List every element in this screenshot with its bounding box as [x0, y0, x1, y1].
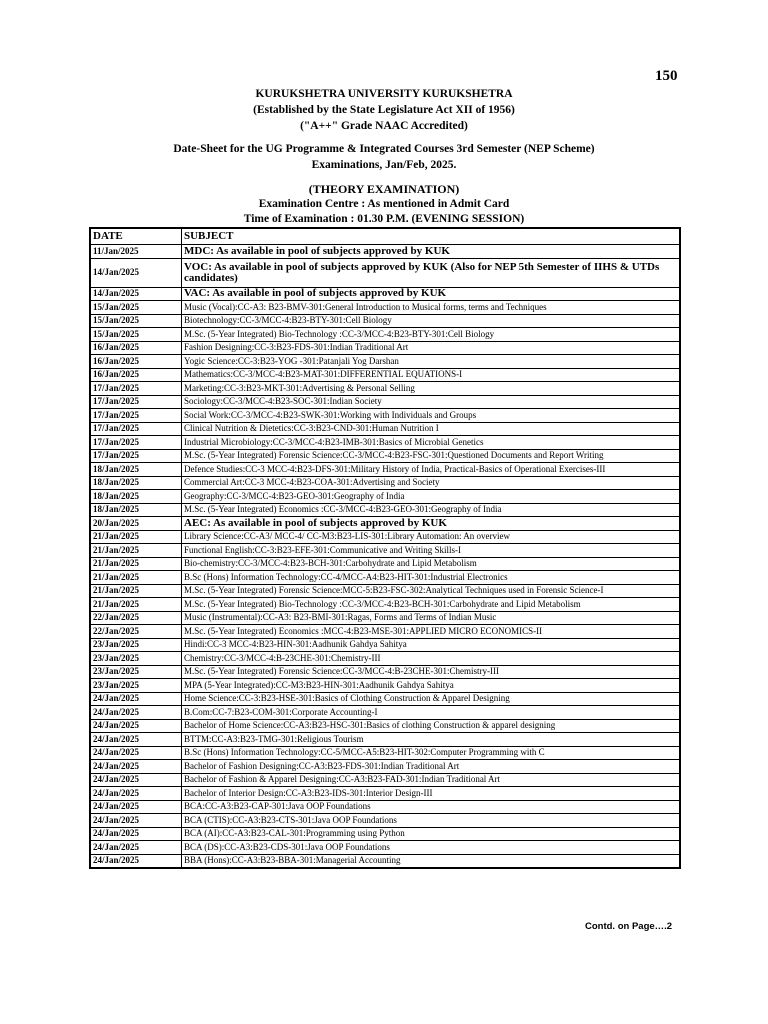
- table-row: [90, 638, 680, 652]
- row-date: 14/Jan/2025: [90, 258, 182, 287]
- row-subject: M.Sc. (5-Year Integrated) Economics :MCC-4:B23-MSE-301:APPLIED MICRO ECONOMICS-II: [182, 625, 681, 639]
- table-row: [90, 395, 680, 409]
- table-row: [90, 746, 680, 760]
- table-row: [90, 544, 680, 558]
- row-date: 24/Jan/2025: [90, 719, 182, 733]
- row-date: 21/Jan/2025: [90, 598, 182, 612]
- row-date: 16/Jan/2025: [90, 368, 182, 382]
- table-row: [90, 706, 680, 720]
- table-row: [90, 287, 680, 301]
- row-subject: MDC: As available in pool of subjects approved by KUK: [182, 245, 681, 259]
- row-subject: Mathematics:CC-3/MCC-4:B23-MAT-301:DIFFERENTIAL EQUATIONS-I: [182, 368, 681, 382]
- row-subject: Defence Studies:CC-3 MCC-4:B23-DFS-301:Military History of India, Practical-Basics of Operational Exercises-III: [182, 463, 681, 477]
- row-subject: Biotechnology:CC-3/MCC-4:B23-BTY-301:Cell Biology: [182, 314, 681, 328]
- row-date: 18/Jan/2025: [90, 476, 182, 490]
- row-date: 23/Jan/2025: [90, 665, 182, 679]
- row-date: 17/Jan/2025: [90, 382, 182, 396]
- table-row: [90, 814, 680, 828]
- row-date: 24/Jan/2025: [90, 706, 182, 720]
- table-row: [90, 341, 680, 355]
- exam-centre: Examination Centre : As mentioned in Admit Card: [258, 198, 510, 210]
- row-subject: M.Sc. (5-Year Integrated) Bio-Technology :CC-3/MCC-4:B23-BTY-301:Cell Biology: [182, 328, 681, 342]
- table-row: [90, 517, 680, 531]
- row-subject: AEC: As available in pool of subjects approved by KUK: [182, 517, 681, 531]
- table-row: [90, 355, 680, 369]
- accreditation-note: ("A++" Grade NAAC Accredited): [300, 120, 468, 132]
- table-row: [90, 258, 680, 287]
- table-row: [90, 382, 680, 396]
- row-date: 21/Jan/2025: [90, 557, 182, 571]
- row-date: 17/Jan/2025: [90, 395, 182, 409]
- row-subject: M.Sc. (5-Year Integrated) Forensic Science:CC-3/MCC-4:B23-FSC-301:Questioned Documents and Report Writing: [182, 449, 681, 463]
- row-date: 24/Jan/2025: [90, 733, 182, 747]
- row-subject: M.Sc. (5-Year Integrated) Forensic Science:MCC-5:B23-FSC-302:Analytical Techniques used in Forensic Science-I: [182, 584, 681, 598]
- exam-type: (THEORY EXAMINATION): [308, 182, 460, 196]
- table-row: [90, 692, 680, 706]
- row-subject: M.Sc. (5-Year Integrated) Bio-Technology :CC-3/MCC-4:B23-BCH-301:Carbohydrate and Lipid Metabolism: [182, 598, 681, 612]
- datesheet-table: [89, 227, 681, 869]
- row-date: 14/Jan/2025: [90, 287, 182, 301]
- row-subject: BTTM:CC-A3:B23-TMG-301:Religious Tourism: [182, 733, 681, 747]
- table-row: [90, 449, 680, 463]
- table-row: [90, 476, 680, 490]
- row-date: 24/Jan/2025: [90, 841, 182, 855]
- row-subject: Functional English:CC-3:B23-EFE-301:Communicative and Writing Skills-I: [182, 544, 681, 558]
- column-header-subject: SUBJECT: [182, 228, 681, 245]
- university-name: KURUKSHETRA UNIVERSITY KURUKSHETRA: [255, 88, 513, 100]
- row-date: 20/Jan/2025: [90, 517, 182, 531]
- column-header-date: DATE: [90, 228, 182, 245]
- row-date: 16/Jan/2025: [90, 355, 182, 369]
- row-date: 21/Jan/2025: [90, 530, 182, 544]
- row-subject: M.Sc. (5-Year Integrated) Economics :CC-3/MCC-4:B23-GEO-301:Geography of India: [182, 503, 681, 517]
- table-row: [90, 422, 680, 436]
- row-date: 11/Jan/2025: [90, 245, 182, 259]
- row-date: 17/Jan/2025: [90, 409, 182, 423]
- row-subject: Hindi:CC-3 MCC-4:B23-HIN-301:Aadhunik Gahdya Sahitya: [182, 638, 681, 652]
- table-row: [90, 800, 680, 814]
- table-row: [90, 314, 680, 328]
- row-date: 18/Jan/2025: [90, 463, 182, 477]
- table-row: [90, 463, 680, 477]
- row-subject: Industrial Microbiology:CC-3/MCC-4:B23-IMB-301:Basics of Microbial Genetics: [182, 436, 681, 450]
- row-subject: Chemistry:CC-3/MCC-4:B-23CHE-301:Chemistry-III: [182, 652, 681, 666]
- continued-note: Contd. on Page….2: [585, 921, 673, 932]
- page-number: 150: [655, 68, 678, 84]
- table-row: [90, 679, 680, 693]
- row-subject: Bio-chemistry:CC-3/MCC-4:B23-BCH-301:Carbohydrate and Lipid Metabolism: [182, 557, 681, 571]
- datesheet-title-line1: Date-Sheet for the UG Programme & Integrated Courses 3rd Semester (NEP Scheme): [173, 143, 595, 155]
- row-date: 23/Jan/2025: [90, 652, 182, 666]
- table-row: [90, 557, 680, 571]
- row-date: 23/Jan/2025: [90, 679, 182, 693]
- row-subject: Bachelor of Fashion Designing:CC-A3:B23-FDS-301:Indian Traditional Art: [182, 760, 681, 774]
- exam-time: Time of Examination : 01.30 P.M. (EVENING SESSION): [243, 213, 525, 225]
- row-subject: Fashion Designing:CC-3:B23-FDS-301:Indian Traditional Art: [182, 341, 681, 355]
- row-date: 15/Jan/2025: [90, 314, 182, 328]
- row-subject: BCA:CC-A3:B23-CAP-301:Java OOP Foundations: [182, 800, 681, 814]
- row-subject: Home Science:CC-3:B23-HSE-301:Basics of Clothing Construction & Apparel Designing: [182, 692, 681, 706]
- row-subject: BCA (CTIS):CC-A3:B23-CTS-301:Java OOP Foundations: [182, 814, 681, 828]
- table-row: [90, 436, 680, 450]
- row-date: 21/Jan/2025: [90, 544, 182, 558]
- row-date: 21/Jan/2025: [90, 584, 182, 598]
- table-row: [90, 787, 680, 801]
- establishment-note: (Established by the State Legislature Act XII of 1956): [253, 104, 515, 116]
- table-row: [90, 854, 680, 868]
- row-date: 24/Jan/2025: [90, 760, 182, 774]
- table-row: [90, 409, 680, 423]
- table-row: [90, 760, 680, 774]
- row-subject: B.Com:CC-7:B23-COM-301:Corporate Accounting-I: [182, 706, 681, 720]
- row-subject: Geography:CC-3/MCC-4:B23-GEO-301:Geography of India: [182, 490, 681, 504]
- row-subject: Clinical Nutrition & Dietetics:CC-3:B23-CND-301:Human Nutrition I: [182, 422, 681, 436]
- row-subject: VAC: As available in pool of subjects approved by KUK: [182, 287, 681, 301]
- row-subject: BCA (AI):CC-A3:B23-CAL-301:Programming using Python: [182, 827, 681, 841]
- row-subject: M.Sc. (5-Year Integrated) Forensic Science:CC-3/MCC-4:B-23CHE-301:Chemistry-III: [182, 665, 681, 679]
- row-date: 15/Jan/2025: [90, 301, 182, 315]
- table-row: [90, 625, 680, 639]
- row-date: 24/Jan/2025: [90, 773, 182, 787]
- table-header-row: [90, 228, 680, 245]
- row-date: 21/Jan/2025: [90, 571, 182, 585]
- row-date: 24/Jan/2025: [90, 746, 182, 760]
- row-subject: VOC: As available in pool of subjects approved by KUK (Also for NEP 5th Semester of IIHS & UTDs candidates): [182, 258, 681, 287]
- table-row: [90, 328, 680, 342]
- row-date: 24/Jan/2025: [90, 827, 182, 841]
- row-subject: Bachelor of Fashion & Apparel Designing:CC-A3:B23-FAD-301:Indian Traditional Art: [182, 773, 681, 787]
- table-row: [90, 584, 680, 598]
- table-row: [90, 245, 680, 259]
- table-row: [90, 719, 680, 733]
- row-date: 18/Jan/2025: [90, 490, 182, 504]
- table-row: [90, 665, 680, 679]
- row-date: 24/Jan/2025: [90, 854, 182, 868]
- row-subject: Music (Instrumental):CC-A3: B23-BMI-301:Ragas, Forms and Terms of Indian Music: [182, 611, 681, 625]
- row-date: 24/Jan/2025: [90, 814, 182, 828]
- row-date: 24/Jan/2025: [90, 787, 182, 801]
- row-date: 24/Jan/2025: [90, 692, 182, 706]
- table-row: [90, 611, 680, 625]
- table-row: [90, 530, 680, 544]
- row-date: 22/Jan/2025: [90, 625, 182, 639]
- table-row: [90, 827, 680, 841]
- row-subject: B.Sc (Hons) Information Technology:CC-4/MCC-A4:B23-HIT-301:Industrial Electronics: [182, 571, 681, 585]
- table-row: [90, 368, 680, 382]
- row-subject: BCA (DS):CC-A3:B23-CDS-301:Java OOP Foundations: [182, 841, 681, 855]
- row-subject: MPA (5-Year Integrated):CC-M3:B23-HIN-301:Aadhunik Gahdya Sahitya: [182, 679, 681, 693]
- table-row: [90, 301, 680, 315]
- row-date: 15/Jan/2025: [90, 328, 182, 342]
- row-date: 23/Jan/2025: [90, 638, 182, 652]
- table-row: [90, 598, 680, 612]
- row-subject: Bachelor of Home Science:CC-A3:B23-HSC-301:Basics of clothing Construction & apparel designing: [182, 719, 681, 733]
- row-subject: Social Work:CC-3/MCC-4:B23-SWK-301:Working with Individuals and Groups: [182, 409, 681, 423]
- row-date: 17/Jan/2025: [90, 449, 182, 463]
- table-row: [90, 571, 680, 585]
- row-subject: Marketing:CC-3:B23-MKT-301:Advertising & Personal Selling: [182, 382, 681, 396]
- table-row: [90, 652, 680, 666]
- table-row: [90, 733, 680, 747]
- row-date: 17/Jan/2025: [90, 422, 182, 436]
- row-date: 18/Jan/2025: [90, 503, 182, 517]
- row-subject: Yogic Science:CC-3:B23-YOG -301:Patanjali Yog Darshan: [182, 355, 681, 369]
- row-date: 22/Jan/2025: [90, 611, 182, 625]
- row-subject: Music (Vocal):CC-A3: B23-BMV-301:General Introduction to Musical forms, terms and Techniques: [182, 301, 681, 315]
- row-subject: Bachelor of Interior Design:CC-A3:B23-IDS-301:Interior Design-III: [182, 787, 681, 801]
- table-row: [90, 490, 680, 504]
- row-date: 24/Jan/2025: [90, 800, 182, 814]
- datesheet-title-line2: Examinations, Jan/Feb, 2025.: [311, 159, 457, 171]
- table-row: [90, 773, 680, 787]
- row-subject: Commercial Art:CC-3 MCC-4:B23-COA-301:Advertising and Society: [182, 476, 681, 490]
- row-subject: B.Sc (Hons) Information Technology:CC-5/MCC-A5:B23-HIT-302:Computer Programming with C: [182, 746, 681, 760]
- table-row: [90, 503, 680, 517]
- table-row: [90, 841, 680, 855]
- row-date: 17/Jan/2025: [90, 436, 182, 450]
- row-date: 16/Jan/2025: [90, 341, 182, 355]
- row-subject: BBA (Hons):CC-A3:B23-BBA-301:Managerial Accounting: [182, 854, 681, 868]
- row-subject: Library Science:CC-A3/ MCC-4/ CC-M3:B23-LIS-301:Library Automation: An overview: [182, 530, 681, 544]
- row-subject: Sociology:CC-3/MCC-4:B23-SOC-301:Indian Society: [182, 395, 681, 409]
